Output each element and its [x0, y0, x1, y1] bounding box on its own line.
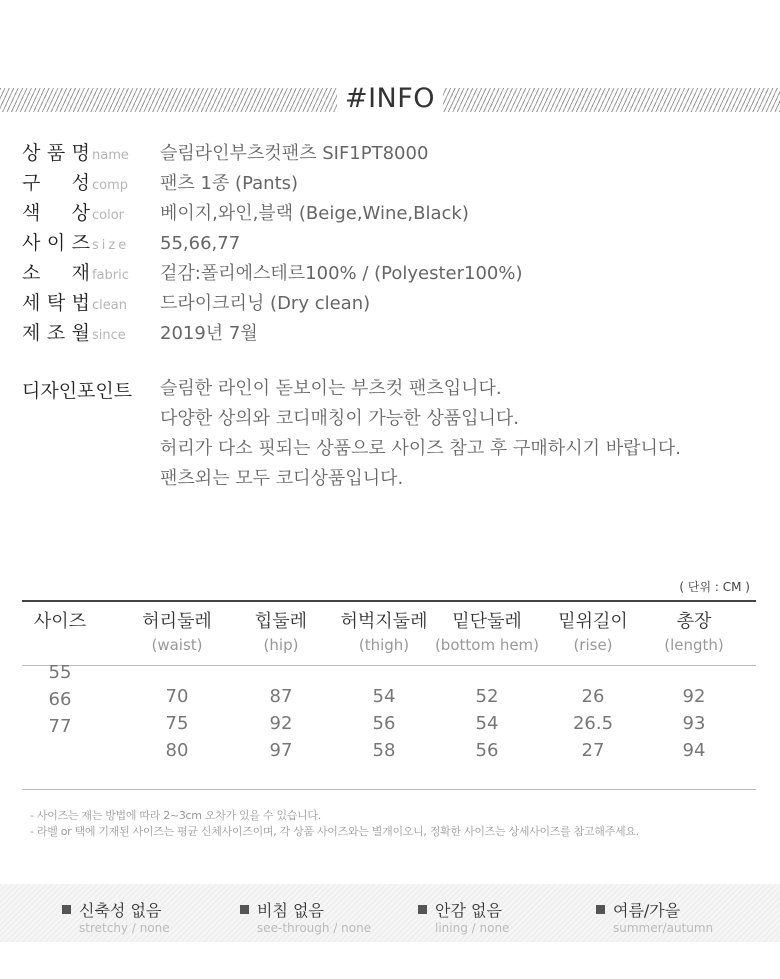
- table-cell: 54: [475, 713, 499, 734]
- info-label: 사 이 즈: [22, 232, 90, 254]
- feature-label: 신축성 없음: [79, 901, 162, 920]
- info-label: 제 조 월: [22, 322, 90, 344]
- info-value: 베이지,와인,블랙 (Beige,Wine,Black): [160, 203, 469, 224]
- unit-label: ( 단위 : CM ): [679, 580, 750, 594]
- size-column: [22, 611, 98, 740]
- square-bullet-icon: [418, 905, 427, 914]
- table-cell: 56: [475, 740, 499, 761]
- feature-sublabel: summer/autumn: [613, 921, 714, 935]
- feature-label: 비침 없음: [257, 901, 324, 920]
- table-cell: 70: [165, 686, 189, 707]
- column-header: 허리둘레: [142, 611, 212, 632]
- column-header: 밑단둘레: [452, 611, 522, 632]
- table-cell: 66: [48, 689, 72, 710]
- design-point: [22, 376, 681, 494]
- column-subheader: (hip): [263, 636, 299, 654]
- note-line: - 사이즈는 재는 방법에 따라 2~3cm 오차가 있을 수 있습니다.: [30, 809, 321, 822]
- info-sublabel: color: [92, 208, 125, 223]
- info-header-band: [0, 83, 780, 114]
- thigh-column: [334, 611, 434, 764]
- rise-column: [548, 611, 638, 764]
- table-cell: 97: [269, 740, 293, 761]
- table-cell: 58: [372, 740, 396, 761]
- bottom-hem-column: [430, 611, 544, 764]
- feature-label: 여름/가을: [613, 901, 681, 920]
- info-value: 55,66,77: [160, 233, 241, 254]
- feature-label: 안감 없음: [435, 901, 502, 920]
- column-subheader: (bottom hem): [434, 636, 540, 654]
- column-header: 밑위길이: [558, 611, 628, 632]
- square-bullet-icon: [240, 905, 249, 914]
- table-cell: 26.5: [572, 713, 614, 734]
- table-cell: 26: [581, 686, 605, 707]
- column-subheader: (thigh): [358, 636, 410, 654]
- design-line: 다양한 상의와 코디매칭이 가능한 상품입니다.: [160, 408, 519, 429]
- info-row-comp: [22, 168, 523, 198]
- info-label: 구 성: [22, 172, 90, 194]
- table-cell: 75: [165, 713, 189, 734]
- info-row-since: [22, 318, 523, 348]
- table-cell: 77: [48, 716, 72, 737]
- info-sublabel: fabric: [92, 268, 129, 283]
- feature-sublabel: lining / none: [435, 921, 510, 935]
- info-sublabel: comp: [92, 178, 129, 193]
- feature-see-through: [240, 898, 371, 935]
- note-line: - 라벨 or 택에 기재된 사이즈는 평균 신체사이즈이며, 각 상품 사이즈와는 별개이오니, 정확한 사이즈는 상세사이즈를 참고해주세요.: [30, 825, 639, 838]
- info-row-size: [22, 228, 523, 258]
- design-point-label: 디자인포인트: [22, 380, 133, 402]
- design-line: 팬츠외는 모두 코디상품입니다.: [160, 468, 404, 489]
- feature-season: [596, 898, 713, 935]
- hip-column: [238, 611, 324, 764]
- info-value: 겉감:폴리에스테르100% / (Polyester100%): [160, 263, 523, 284]
- table-cell: 94: [682, 740, 706, 761]
- waist-column: [128, 611, 226, 764]
- info-row-clean: [22, 288, 523, 318]
- table-cell: 92: [682, 686, 706, 707]
- info-label: 세 탁 법: [22, 292, 90, 314]
- info-value: 슬림라인부츠컷팬츠 SIF1PT8000: [160, 143, 429, 164]
- column-header: 사이즈: [33, 611, 87, 632]
- table-cell: 80: [165, 740, 189, 761]
- table-cell: 87: [269, 686, 293, 707]
- info-row-color: [22, 198, 523, 228]
- info-row-name: [22, 138, 523, 168]
- column-header: 힙둘레: [254, 611, 308, 632]
- design-line: 허리가 다소 핏되는 상품으로 사이즈 참고 후 구매하시기 바랍니다.: [160, 438, 681, 459]
- column-subheader: (waist): [151, 636, 203, 654]
- table-cell: 56: [372, 713, 396, 734]
- table-cell: 92: [269, 713, 293, 734]
- info-value: 2019년 7월: [160, 323, 258, 344]
- info-label: 색 상: [22, 202, 90, 224]
- table-cell: 55: [48, 662, 72, 683]
- column-header: 총장: [676, 611, 712, 632]
- info-label: 소 재: [22, 262, 90, 284]
- square-bullet-icon: [596, 905, 605, 914]
- column-header: 허벅지둘레: [340, 611, 428, 632]
- info-label: 상 품 명: [22, 142, 90, 164]
- info-sublabel: since: [92, 328, 126, 343]
- size-notes: [30, 808, 639, 840]
- info-value: 팬츠 1종 (Pants): [160, 173, 299, 194]
- info-value: 드라이크리닝 (Dry clean): [160, 293, 371, 314]
- feature-sublabel: stretchy / none: [79, 921, 170, 935]
- table-cell: 54: [372, 686, 396, 707]
- table-cell: 27: [581, 740, 605, 761]
- column-subheader: (rise): [573, 636, 613, 654]
- length-column: [650, 611, 738, 764]
- info-sublabel: name: [92, 148, 129, 163]
- info-sublabel: clean: [92, 298, 127, 313]
- info-sublabel: size: [92, 238, 130, 253]
- table-bottom-rule: [22, 789, 756, 790]
- feature-lining: [418, 898, 509, 935]
- square-bullet-icon: [62, 905, 71, 914]
- design-line: 슬림한 라인이 돋보이는 부츠컷 팬츠입니다.: [160, 378, 502, 399]
- design-point-text: [160, 374, 681, 494]
- feature-band: [0, 884, 780, 942]
- feature-stretch: [62, 898, 170, 935]
- column-subheader: (length): [664, 636, 724, 654]
- table-cell: 93: [682, 713, 706, 734]
- table-top-rule: [22, 600, 756, 602]
- feature-sublabel: see-through / none: [257, 921, 372, 935]
- product-info-list: [22, 138, 523, 348]
- info-row-fabric: [22, 258, 523, 288]
- section-title: #INFO: [337, 84, 443, 114]
- table-cell: 52: [475, 686, 499, 707]
